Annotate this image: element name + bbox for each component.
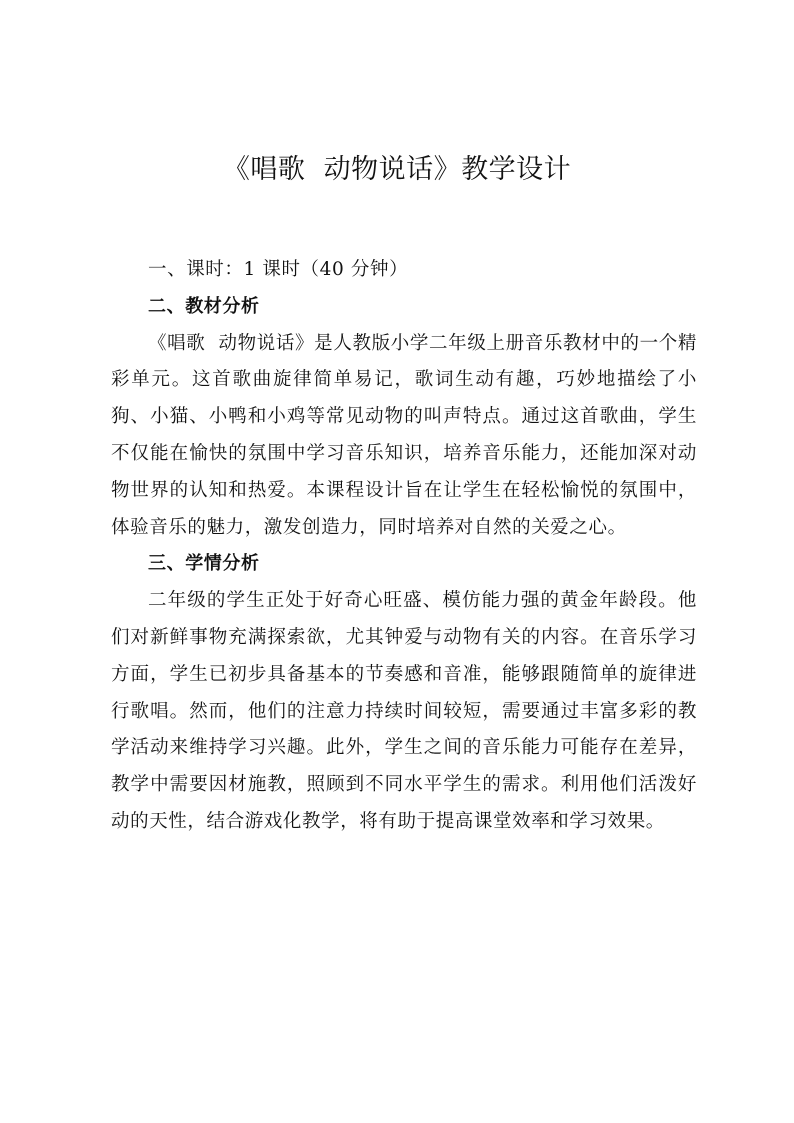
lesson-time-line: 一、课时：1 课时（40 分钟） — [148, 259, 409, 280]
material-analysis-paragraph: 《唱歌 动物说话》是人教版小学二年级上册音乐教材中的一个精彩单元。这首歌曲旋律简单易记，歌词生动有趣，巧妙地描绘了小狗、小猫、小鸭和小鸡等常见动物的叫声特点。通过这首歌曲，学生不仅能在愉快的氛围中学习音乐知识，培养音乐能力，还能加深对动物世界的认知和热爱。本课程设计旨在让学生在轻松愉悦的氛围中，体验音乐的魅力，激发创造力，同时培养对自然的关爱之心。 — [111, 332, 697, 538]
student-analysis-heading: 三、学情分析 — [148, 553, 260, 575]
document-body — [111, 252, 697, 841]
document-title: 《唱歌 动物说话》教学设计 — [222, 154, 572, 185]
material-analysis-heading: 二、教材分析 — [148, 295, 260, 317]
student-analysis-paragraph: 二年级的学生正处于好奇心旺盛、模仿能力强的黄金年龄段。他们对新鲜事物充满探索欲，尤其钟爱与动物有关的内容。在音乐学习方面，学生已初步具备基本的节奏感和音准，能够跟随简单的旋律进行歌唱。然而，他们的注意力持续时间较短，需要通过丰富多彩的教学活动来维持学习兴趣。此外，学生之间的音乐能力可能存在差异，教学中需要因材施教，照顾到不同水平学生的需求。利用他们活泼好动的天性，结合游戏化教学，将有助于提高课堂效率和学习效果。 — [111, 590, 697, 832]
